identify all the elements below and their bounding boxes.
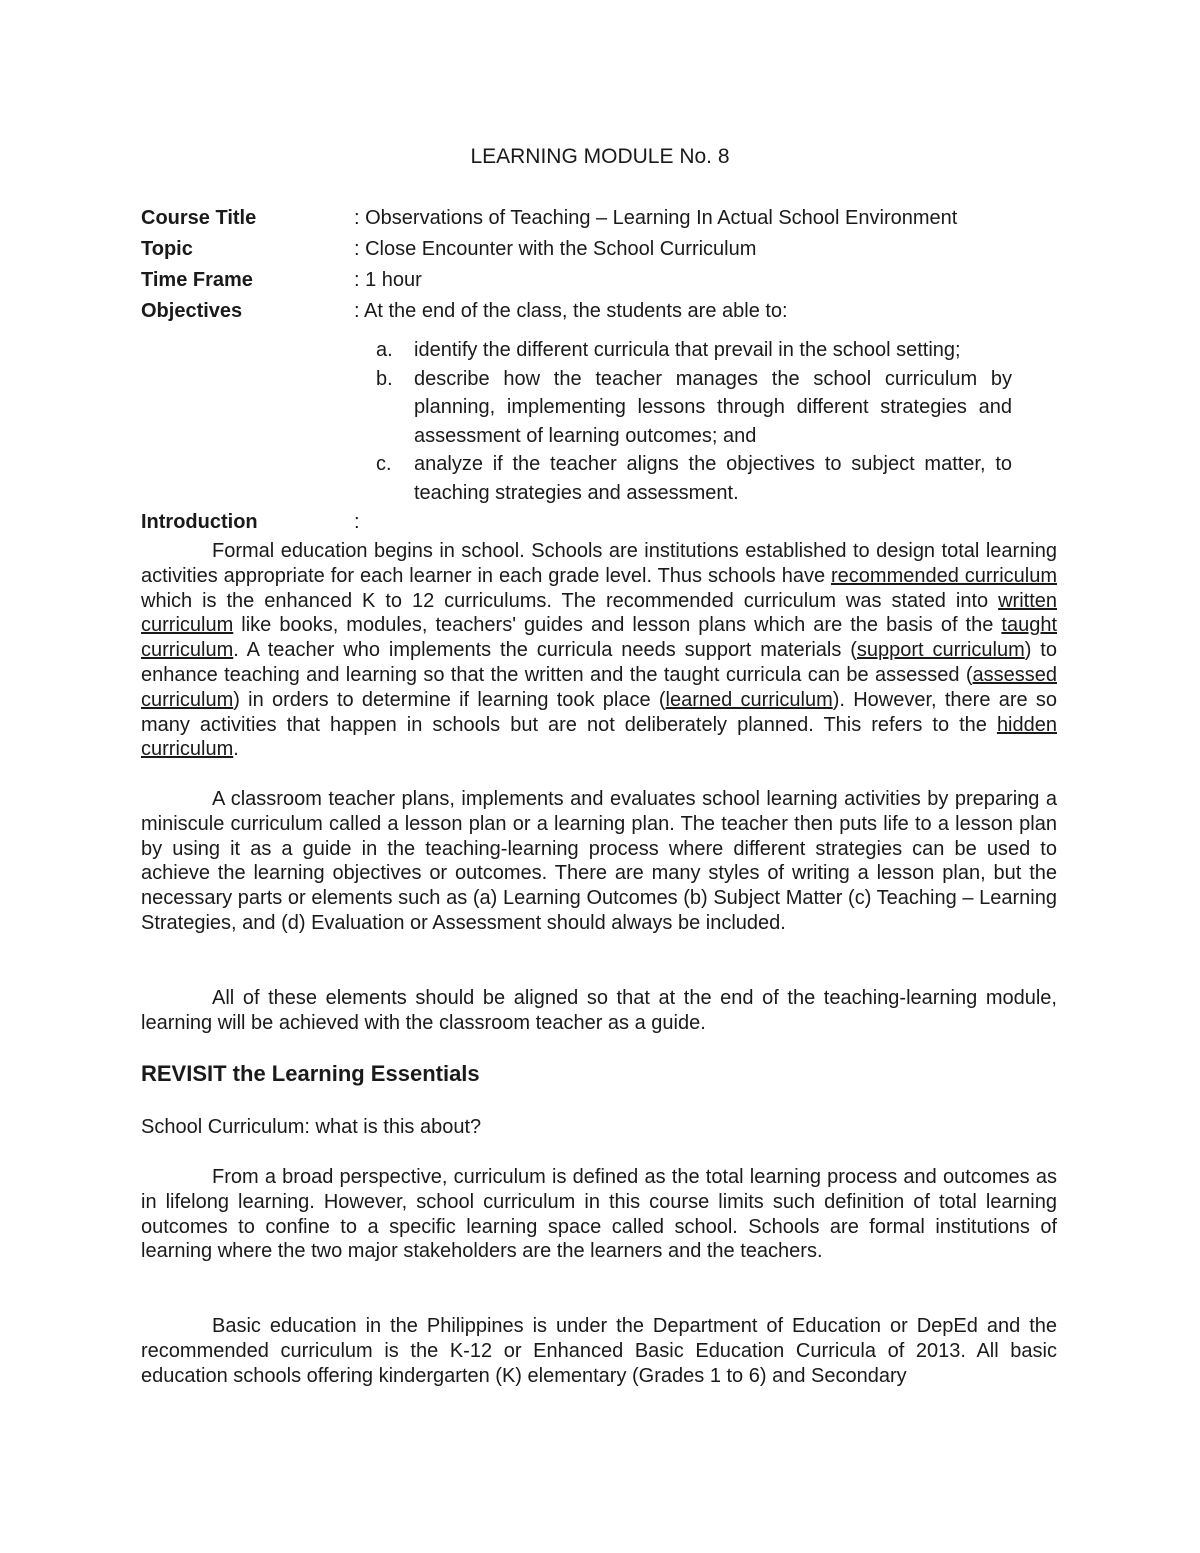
introduction-value: : xyxy=(354,511,360,533)
objective-text: analyze if the teacher aligns the objectives to subject matter, to teaching strategies and assessment. xyxy=(414,453,1012,504)
objective-text: describe how the teacher manages the school curriculum by planning, implementing lessons through different strategies and assessment of learning outcomes; and xyxy=(414,367,1012,447)
term-hidden-curriculum: hidden curriculum xyxy=(141,713,1057,761)
introduction-label: Introduction xyxy=(141,511,258,533)
objectives-list xyxy=(376,336,1012,508)
topic-label: Topic xyxy=(141,238,193,260)
body-paragraph-1: From a broad perspective, curriculum is defined as the total learning process and outcomes as in lifelong learning. However, school curriculum in this course limits such definition of total learning outcomes to confine to a specific learning space called school. Schools are formal institutions of learning where the two major stakeholders are the learners and the teachers. xyxy=(141,1166,1057,1263)
term-learned-curriculum: learned curriculum xyxy=(665,688,833,711)
term-assessed-curriculum: assessed curriculum xyxy=(141,663,1057,711)
text-run: ) to enhance teaching and learning so that the written and the taught curricula can be assessed ( xyxy=(141,639,1057,686)
text-run: ) in orders to determine if learning took place ( xyxy=(233,688,666,711)
intro-paragraph-1 xyxy=(141,539,1057,762)
term-recommended-curriculum: recommended curriculum xyxy=(831,564,1058,587)
body-paragraph-2: Basic education in the Philippines is under the Department of Education or DepEd and the recommended curriculum is the K-12 or Enhanced Basic Education Curricula of 2013. All basic education schools offering kindergarten (K) elementary (Grades 1 to 6) and Secondary xyxy=(141,1315,1057,1387)
objective-marker: c. xyxy=(376,453,392,476)
objectives-value: : At the end of the class, the students are able to: xyxy=(354,300,788,322)
objective-marker: a. xyxy=(376,339,393,361)
objectives-label: Objectives xyxy=(141,300,243,322)
text-run: ). However, there are so many activities that happen in schools but are not deliberately planned. This refers to the xyxy=(141,688,1057,736)
objective-marker: b. xyxy=(376,367,393,390)
objective-item xyxy=(376,365,1012,451)
text-run: . xyxy=(233,738,239,761)
term-written-curriculum: written curriculum xyxy=(141,589,1057,637)
objective-item xyxy=(376,450,1012,507)
text-run: . A teacher who implements the curricula needs support materials ( xyxy=(233,639,857,662)
term-taught-curriculum: taught curriculum xyxy=(141,614,1057,662)
time-frame-value: : 1 hour xyxy=(354,269,422,291)
course-title-value: : Observations of Teaching – Learning In Actual School Environment xyxy=(354,207,958,229)
course-title-label: Course Title xyxy=(141,207,257,229)
intro-paragraph-2: A classroom teacher plans, implements and evaluates school learning activities by preparing a miniscule curriculum called a lesson plan or a learning plan. The teacher then puts life to a lesson plan by using it as a guide in the teaching-learning process where different strategies can be used to achieve the learning objectives or outcomes. There are many styles of writing a lesson plan, but the necessary parts or elements such as (a) Learning Outcomes (b) Subject Matter (c) Teaching – Learning Strategies, and (d) Evaluation or Assessment should always be included. xyxy=(141,788,1057,934)
time-frame-label: Time Frame xyxy=(141,269,253,291)
topic-value: : Close Encounter with the School Curriculum xyxy=(354,238,757,260)
text-run: which is the enhanced K to 12 curriculums. The recommended curriculum was stated into xyxy=(141,589,999,612)
term-support-curriculum: support curriculum xyxy=(856,639,1025,662)
objective-text: identify the different curricula that prevail in the school setting; xyxy=(414,339,961,361)
objective-item xyxy=(376,336,1012,365)
section-heading: REVISIT the Learning Essentials xyxy=(141,1061,480,1086)
module-title: LEARNING MODULE No. 8 xyxy=(470,145,730,168)
subheading: School Curriculum: what is this about? xyxy=(141,1116,482,1138)
text-run: Formal education begins in school. Schools are institutions established to design total learning activities appropriate for each learner in each grade level. Thus schools have xyxy=(141,540,1057,587)
text-run: like books, modules, teachers' guides and lesson plans which are the basis of the xyxy=(233,614,1002,637)
intro-paragraph-3: All of these elements should be aligned so that at the end of the teaching-learning module, learning will be achieved with the classroom teacher as a guide. xyxy=(141,987,1057,1034)
